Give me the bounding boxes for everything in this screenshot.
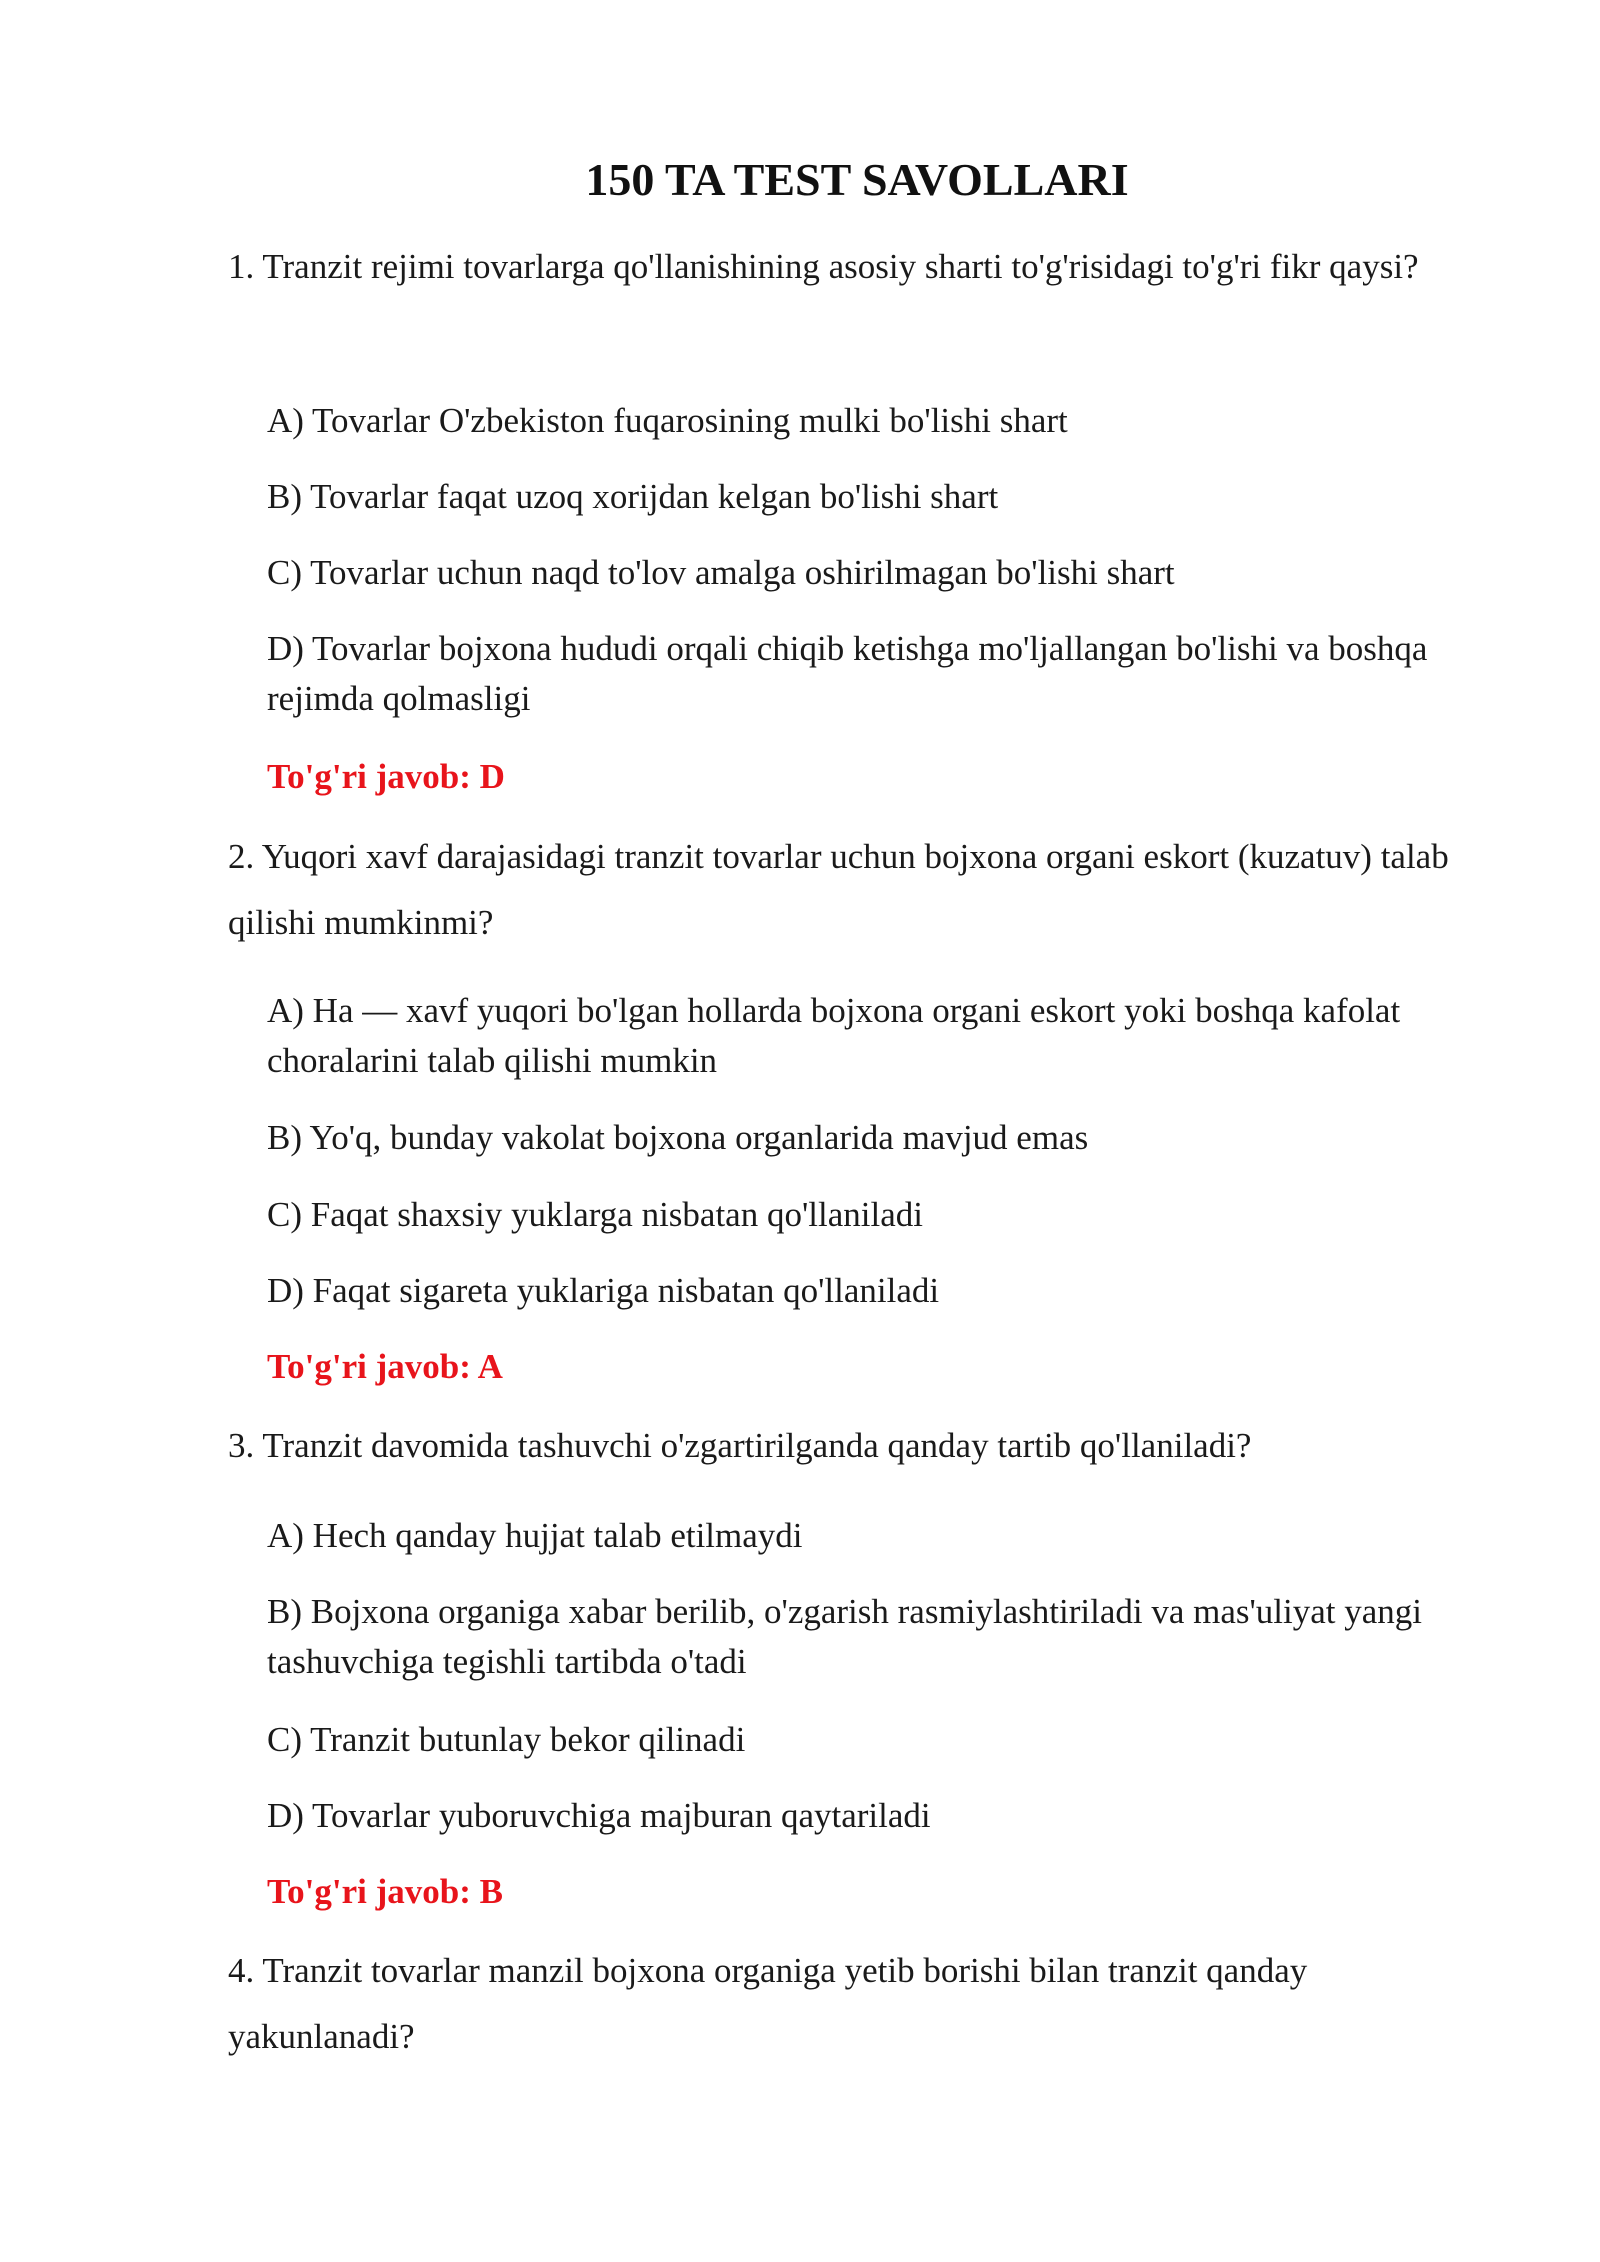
question-3-option-d: D) Tovarlar yuboruvchiga majburan qaytariladi <box>267 1796 931 1835</box>
question-2-option-c: C) Faqat shaxsiy yuklarga nisbatan qo'llaniladi <box>267 1195 923 1234</box>
question-1-option-d: D) Tovarlar bojxona hududi orqali chiqib ketishga mo'ljallangan bo'lishi va boshqa rejimda qolmasligi <box>267 629 1428 718</box>
question-2-option-b: B) Yo'q, bunday vakolat bojxona organlarida mavjud emas <box>267 1118 1089 1157</box>
question-1-text: 1. Tranzit rejimi tovarlarga qo'llanishining asosiy sharti to'g'risidagi to'g'ri fikr qaysi? <box>228 247 1419 286</box>
question-3-option-a: A) Hech qanday hujjat talab etilmaydi <box>267 1516 803 1555</box>
question-1-answer: To'g'ri javob: D <box>267 757 505 796</box>
question-3-option-c: C) Tranzit butunlay bekor qilinadi <box>267 1720 746 1759</box>
question-2-answer: To'g'ri javob: A <box>267 1347 503 1386</box>
question-1-option-c: C) Tovarlar uchun naqd to'lov amalga oshirilmagan bo'lishi shart <box>267 553 1175 592</box>
question-3-answer: To'g'ri javob: B <box>267 1872 503 1911</box>
question-3-text: 3. Tranzit davomida tashuvchi o'zgartirilganda qanday tartib qo'llaniladi? <box>228 1426 1252 1465</box>
question-2-option-a: A) Ha — xavf yuqori bo'lgan hollarda bojxona organi eskort yoki boshqa kafolat choralarini talab qilishi mumkin <box>267 991 1401 1080</box>
question-1-option-a: A) Tovarlar O'zbekiston fuqarosining mulki bo'lishi shart <box>267 401 1068 440</box>
document-title: 150 TA TEST SAVOLLARI <box>585 154 1129 205</box>
question-2-text: 2. Yuqori xavf darajasidagi tranzit tovarlar uchun bojxona organi eskort (kuzatuv) talab qilishi mumkinmi? <box>228 837 1449 942</box>
question-3-option-b: B) Bojxona organiga xabar berilib, o'zgarish rasmiylashtiriladi va mas'uliyat yangi tashuvchiga tegishli tartibda o'tadi <box>267 1592 1423 1681</box>
question-4-text: 4. Tranzit tovarlar manzil bojxona organiga yetib borishi bilan tranzit qanday yakunlanadi? <box>228 1951 1308 2056</box>
question-2-option-d: D) Faqat sigareta yuklariga nisbatan qo'llaniladi <box>267 1271 940 1310</box>
question-1-option-b: B) Tovarlar faqat uzoq xorijdan kelgan bo'lishi shart <box>267 477 999 516</box>
